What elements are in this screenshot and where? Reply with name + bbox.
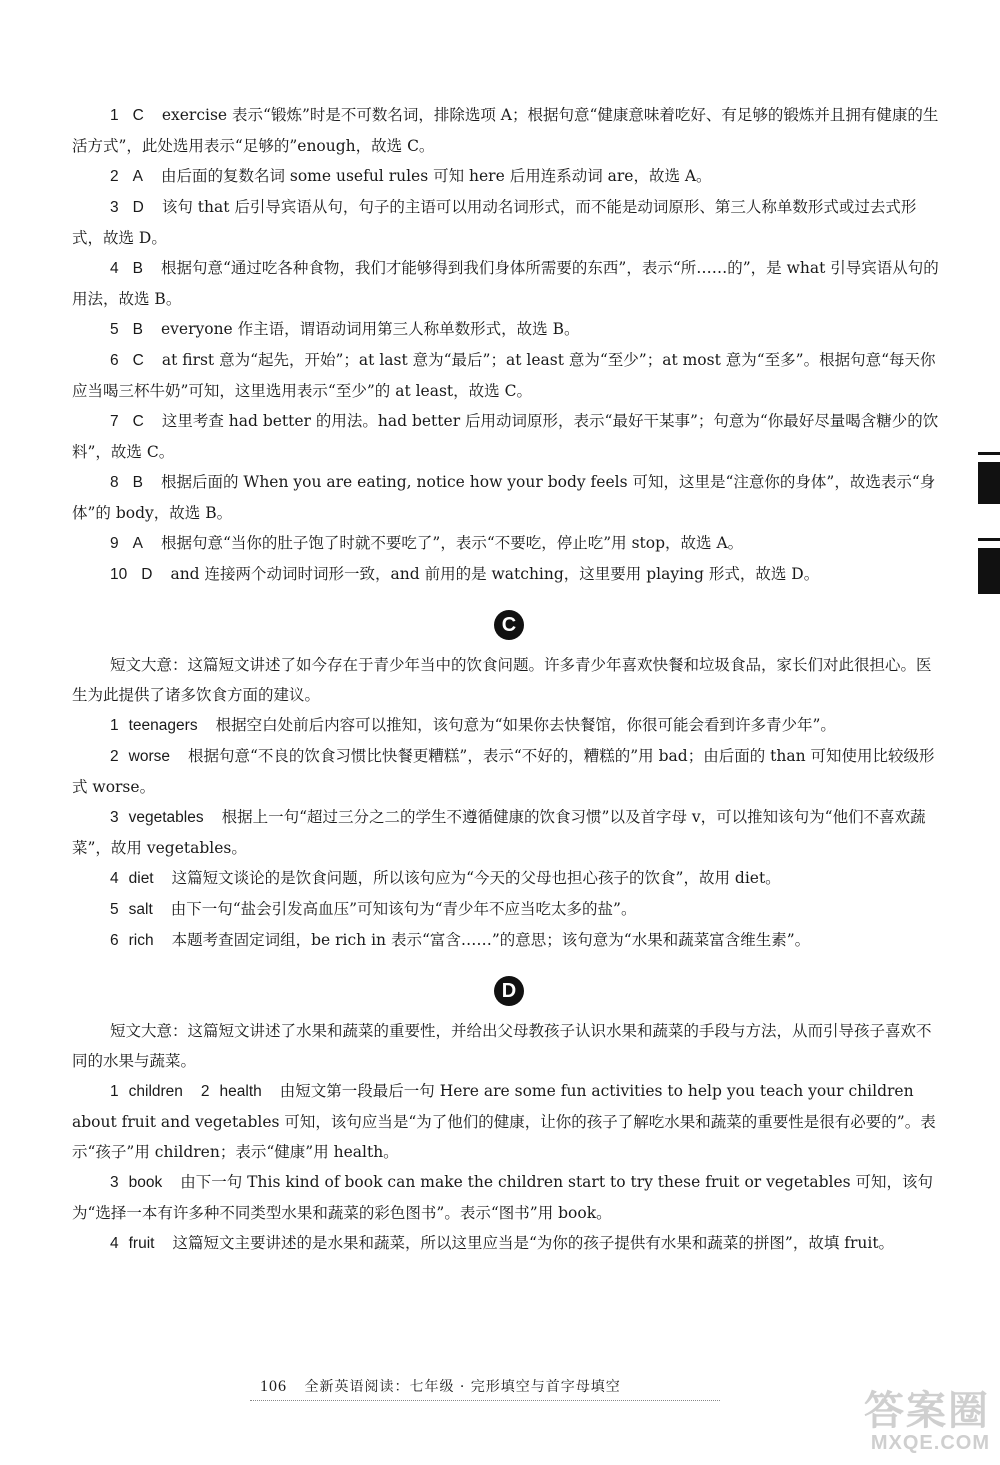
- answer-item: [72, 863, 946, 894]
- answer-choice: D: [141, 566, 153, 583]
- answer-item: [72, 710, 946, 741]
- answer-word: salt: [128, 901, 153, 918]
- answer-word: teenagers: [128, 717, 198, 734]
- answer-number: 4: [110, 260, 119, 277]
- page-content: [72, 100, 946, 1259]
- side-tab-marker: [978, 462, 1000, 504]
- answer-explanation: 这篇短文主要讲述的是水果和蔬菜，所以这里应当是“为你的孩子提供有水果和蔬菜的拼图”，故填 fruit。: [172, 1234, 895, 1252]
- answer-word: worse: [128, 748, 170, 765]
- answer-choice: D: [132, 199, 144, 216]
- answer-explanation: 这篇短文谈论的是饮食问题，所以该句应为“今天的父母也担心孩子的饮食”，故用 diet。: [171, 869, 781, 887]
- answer-item: [72, 1228, 946, 1259]
- section-d-summary: 短文大意：这篇短文讲述了水果和蔬菜的重要性，并给出父母教孩子认识水果和蔬菜的手段与方法，从而引导孩子喜欢不同的水果与蔬菜。: [72, 1022, 932, 1070]
- answer-item: [72, 345, 946, 406]
- section-c-header: [72, 610, 946, 640]
- answer-number: 10: [110, 566, 128, 583]
- answer-number: 2: [110, 748, 119, 765]
- answer-explanation: 根据上一句“超过三分之二的学生不遵循健康的饮食习惯”以及首字母 v，可以推知该句为“他们不喜欢蔬菜”，故用 vegetables。: [72, 808, 926, 857]
- answer-choice: B: [132, 321, 143, 338]
- answer-number: 9: [110, 535, 119, 552]
- answer-choice: C: [132, 413, 144, 430]
- answer-number: 2: [110, 168, 119, 185]
- answer-number: 4: [110, 1235, 119, 1252]
- answer-word: vegetables: [128, 809, 204, 826]
- answer-explanation: 根据句意“当你的肚子饱了时就不要吃了”，表示“不要吃，停止吃”用 stop，故选 A。: [160, 534, 744, 552]
- answer-item: [72, 314, 946, 345]
- book-title: 全新英语阅读：七年级 · 完形填空与首字母填空: [304, 1379, 621, 1395]
- answer-choice: B: [132, 474, 143, 491]
- page-number: 106: [260, 1378, 287, 1395]
- answer-word: fruit: [128, 1235, 155, 1252]
- answer-explanation: everyone 作主语，谓语动词用第三人称单数形式，故选 B。: [160, 320, 580, 338]
- answer-explanation: and 连接两个动词时词形一致，and 前用的是 watching，这里要用 playing 形式，故选 D。: [170, 565, 820, 583]
- answer-number: 7: [110, 413, 119, 430]
- answer-explanation: exercise 表示“锻炼”时是不可数名词，排除选项 A；根据句意“健康意味着吃好、有足够的锻炼并且拥有健康的生活方式”，此处选用表示“足够的”enough，故选 C。: [72, 106, 939, 155]
- section-d-badge: D: [494, 976, 524, 1006]
- watermark-title: 答案圈: [864, 1389, 990, 1433]
- answer-explanation: 这里考查 had better 的用法。had better 后用动词原形，表示“最好干某事”；句意为“你最好尽量喝含糖少的饮料”，故选 C。: [72, 412, 939, 461]
- answer-word: book: [128, 1174, 163, 1191]
- answer-item: [72, 161, 946, 192]
- answer-explanation: 根据后面的 When you are eating, notice how your body feels 可知，这里是“注意你的身体”，故选表示“身体”的 body，故选 B。: [72, 473, 936, 522]
- part-b-answers: [72, 100, 946, 590]
- answer-number: 3: [110, 1174, 119, 1191]
- answer-choice: A: [132, 535, 143, 552]
- answer-explanation: 由后面的复数名词 some useful rules 可知 here 后用连系动词 are，故选 A。: [160, 167, 712, 185]
- answer-explanation: 由下一句 This kind of book can make the children start to try these fruit or vegetables 可知，该句为“选择一本有许多种不同类型水果和蔬菜的彩色图书”。表示“图书”用 book。: [72, 1173, 934, 1222]
- answer-number: 4: [110, 870, 119, 887]
- answer-word: health: [219, 1083, 262, 1100]
- answer-number: 5: [110, 901, 119, 918]
- answer-explanation: 该句 that 后引导宾语从句，句子的主语可以用动名词形式，而不能是动词原形、第三人称单数形式或过去式形式，故选 D。: [72, 198, 917, 247]
- answer-choice: A: [132, 168, 143, 185]
- answer-explanation: at first 意为“起先，开始”；at last 意为“最后”；at least 意为“至少”；at most 意为“至多”。根据句意“每天你应当喝三杯牛奶”可知，这里选用表示“至少”的 at least，故选 C。: [72, 351, 936, 400]
- answer-word: rich: [128, 932, 154, 949]
- answer-number: 8: [110, 474, 119, 491]
- answer-item: [72, 741, 946, 802]
- answer-item: [72, 925, 946, 956]
- page-footer: [260, 1376, 621, 1396]
- answer-number: 2: [200, 1083, 210, 1100]
- answer-number: 3: [110, 199, 119, 216]
- section-c-badge: C: [494, 610, 524, 640]
- answer-item: [72, 559, 946, 590]
- section-d-answers: [72, 1076, 946, 1259]
- answer-explanation: 根据句意“不良的饮食习惯比快餐更糟糕”，表示“不好的，糟糕的”用 bad；由后面的 than 可知使用比较级形式 worse。: [72, 747, 935, 796]
- answer-explanation: 根据空白处前后内容可以推知，该句意为“如果你去快餐馆，你很可能会看到许多青少年”。: [215, 716, 836, 734]
- answer-choice: B: [132, 260, 143, 277]
- answer-number: 3: [110, 809, 119, 826]
- answer-item: [72, 406, 946, 467]
- answer-item: [72, 1076, 946, 1167]
- answer-number: 1: [110, 107, 119, 124]
- answer-choice: C: [132, 352, 144, 369]
- answer-item: [72, 253, 946, 314]
- answer-item: [72, 894, 946, 925]
- section-c-answers: [72, 710, 946, 956]
- watermark-logo: [790, 1390, 990, 1460]
- answer-item: [72, 467, 946, 528]
- answer-item: [72, 802, 946, 863]
- answer-number: 5: [110, 321, 119, 338]
- answer-item: [72, 1167, 946, 1228]
- footer-rule: [250, 1400, 720, 1401]
- answer-item: [72, 192, 946, 253]
- side-tab-marker: [978, 548, 1000, 594]
- answer-number: 1: [110, 1083, 119, 1100]
- answer-explanation: 本题考查固定词组，be rich in 表示“富含……”的意思；该句意为“水果和蔬菜富含维生素”。: [171, 931, 811, 949]
- answer-number: 1: [110, 717, 119, 734]
- answer-explanation: 由短文第一段最后一句 Here are some fun activities to help you teach your children about fruit and vegetables 可知，该句应当是“为了他们的健康，让你的孩子了解吃水果和蔬菜的重要性是很有必要的”。表示“孩子”用 children；表示“健康”用 health。: [72, 1082, 936, 1161]
- answer-word: diet: [128, 870, 154, 887]
- answer-choice: C: [132, 107, 144, 124]
- section-c-summary: 短文大意：这篇短文讲述了如今存在于青少年当中的饮食问题。许多青少年喜欢快餐和垃圾食品，家长们对此很担心。医生为此提供了诸多饮食方面的建议。: [72, 656, 932, 704]
- answer-explanation: 由下一句“盐会引发高血压”可知该句为“青少年不应当吃太多的盐”。: [170, 900, 637, 918]
- answer-number: 6: [110, 932, 119, 949]
- section-d-header: [72, 976, 946, 1006]
- answer-item: [72, 100, 946, 161]
- side-tab-line: [978, 452, 1000, 455]
- answer-word: children: [128, 1083, 183, 1100]
- watermark-url: MXQE.COM: [870, 1432, 990, 1454]
- answer-number: 6: [110, 352, 119, 369]
- answer-explanation: 根据句意“通过吃各种食物，我们才能够得到我们身体所需要的东西”，表示“所……的”，是 what 引导宾语从句的用法，故选 B。: [72, 259, 939, 308]
- answer-item: [72, 528, 946, 559]
- side-tab-line: [978, 538, 1000, 541]
